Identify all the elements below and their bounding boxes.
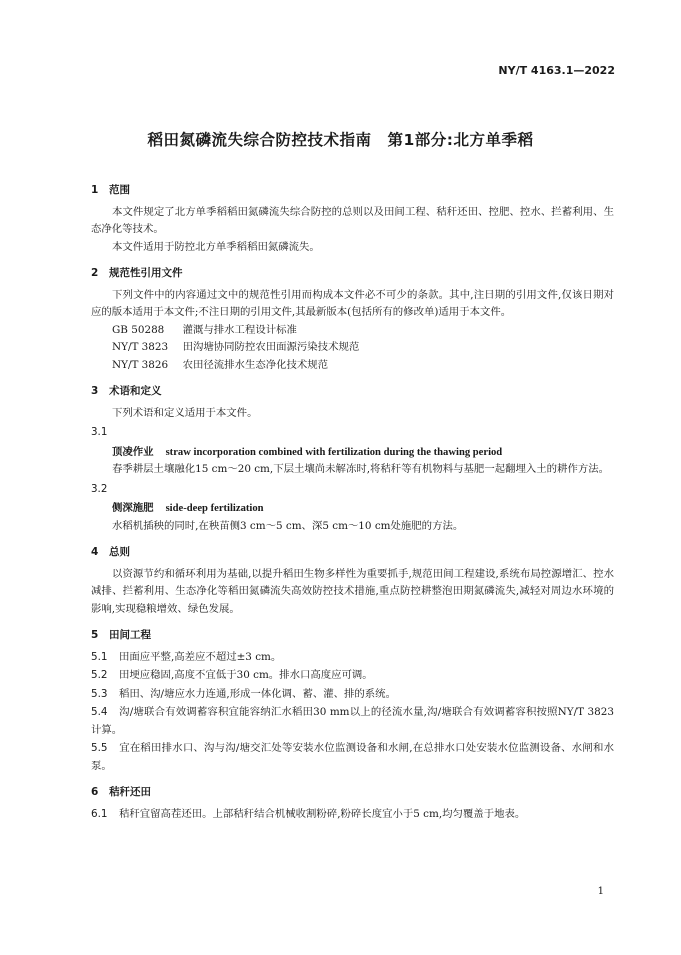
clause-item: [91, 806, 614, 824]
term-entry: [91, 500, 614, 518]
section-number: 6: [91, 786, 99, 798]
section-heading-scope: [91, 182, 614, 200]
section-title: 田间工程: [109, 629, 151, 641]
reference-item: [91, 322, 614, 340]
paragraph: 本文件规定了北方单季稻稻田氮磷流失综合防控的总则以及田间工程、秸秆还田、控肥、控水、拦蓄利用、生态净化等技术。: [91, 205, 614, 235]
clause-number: 5.1: [91, 650, 108, 663]
clause-number: 5.4: [91, 706, 108, 718]
term-chinese: 顶凌作业: [112, 445, 154, 458]
paragraph: 以资源节约和循环利用为基础,以提升稻田生物多样性为重要抓手,规范田间工程建设,系统布局控源增汇、控水减排、拦蓄利用、生态净化等稻田氮磷流失高效防控技术措施,重点防控耕整泡田期氮磷流失,减轻对周边水环境的影响,实现稳粮增效、绿色发展。: [91, 567, 614, 615]
clause-number: 5.5: [91, 742, 108, 754]
term-english: straw incorporation combined with fertilization during the thawing period: [165, 446, 503, 458]
standard-code: NY/T 4163.1—2022: [498, 64, 615, 77]
term-definition: 春季耕层土壤融化15 cm～20 cm,下层土壤尚未解冻时,将秸秆等有机物料与基肥一起翻埋入土的耕作方法。: [112, 463, 610, 475]
clause-text: 田面应平整,高差应不超过±3 cm。: [119, 650, 282, 663]
reference-code: GB 50288: [112, 323, 165, 336]
clause-item: [91, 667, 614, 685]
term-definition: 水稻机插秧的同时,在秧苗侧3 cm～5 cm、深5 cm～10 cm处施肥的方法。: [112, 519, 464, 532]
clause-item: [91, 740, 614, 775]
section-heading-terms: [91, 383, 614, 401]
clause-text: 秸秆宜留高茬还田。上部秸秆结合机械收割粉碎,粉碎长度宜小于5 cm,均匀覆盖于地表。: [119, 807, 526, 820]
clause-number: 5.3: [91, 687, 108, 700]
clause-number: 6.1: [91, 807, 108, 820]
section-heading-general: [91, 544, 614, 562]
reference-code: NY/T 3826: [112, 358, 169, 371]
document-body: [91, 182, 614, 824]
clause-item: [91, 686, 614, 704]
clause-text: 田埂应稳固,高度不宜低于30 cm。排水口高度应可调。: [119, 669, 373, 681]
term-chinese: 侧深施肥: [112, 502, 154, 514]
reference-title: 农田径流排水生态净化技术规范: [182, 358, 329, 371]
section-number: 4: [91, 546, 99, 558]
section-heading-straw-return: [91, 784, 614, 802]
term-entry: [91, 444, 614, 462]
reference-item: [91, 357, 614, 375]
section-title: 规范性引用文件: [109, 267, 183, 279]
section-number: 5: [91, 629, 99, 641]
clause-item: [91, 649, 614, 667]
document-title: 稻田氮磷流失综合防控技术指南 第1部分:北方单季稻: [147, 131, 534, 149]
clause-text: 沟/塘联合有效调蓄容积宜能容纳汇水稻田30 mm以上的径流水量,沟/塘联合有效调蓄容积按照NY/T 3823计算。: [91, 706, 614, 736]
section-number: 1: [91, 184, 99, 196]
term-english: side-deep fertilization: [165, 503, 264, 514]
section-heading-field-engineering: [91, 627, 614, 645]
reference-title: 田沟塘协同防控农田面源污染技术规范: [182, 341, 360, 353]
reference-title: 灌溉与排水工程设计标准: [182, 323, 297, 336]
clause-text: 稻田、沟/塘应水力连通,形成一体化调、蓄、灌、排的系统。: [119, 687, 396, 700]
clause-text: 宜在稻田排水口、沟与沟/塘交汇处等安装水位监测设备和水闸,在总排水口处安装水位监测设备、水闸和水泵。: [91, 742, 614, 772]
clause-item: [91, 704, 614, 739]
section-number: 2: [91, 267, 99, 279]
section-heading-normative-references: [91, 265, 614, 283]
clause-number: 3.2: [91, 482, 108, 495]
reference-code: NY/T 3823: [112, 341, 169, 353]
clause-number: 3.1: [91, 426, 108, 438]
paragraph: 下列文件中的内容通过文中的规范性引用而构成本文件必不可少的条款。其中,注日期的引用文件,仅该日期对应的版本适用于本文件;不注日期的引用文件,其最新版本(包括所有的修改单)适用于本文件。: [91, 288, 614, 318]
section-title: 术语和定义: [109, 385, 162, 397]
clause-number: 5.2: [91, 669, 108, 681]
page-number: 1: [597, 886, 604, 897]
section-title: 秸秆还田: [109, 786, 151, 798]
section-title: 总则: [109, 546, 130, 558]
paragraph: 本文件适用于防控北方单季稻稻田氮磷流失。: [112, 240, 320, 253]
reference-item: [91, 339, 614, 357]
section-title: 范围: [109, 184, 130, 196]
paragraph: 下列术语和定义适用于本文件。: [112, 406, 258, 419]
section-number: 3: [91, 385, 99, 397]
